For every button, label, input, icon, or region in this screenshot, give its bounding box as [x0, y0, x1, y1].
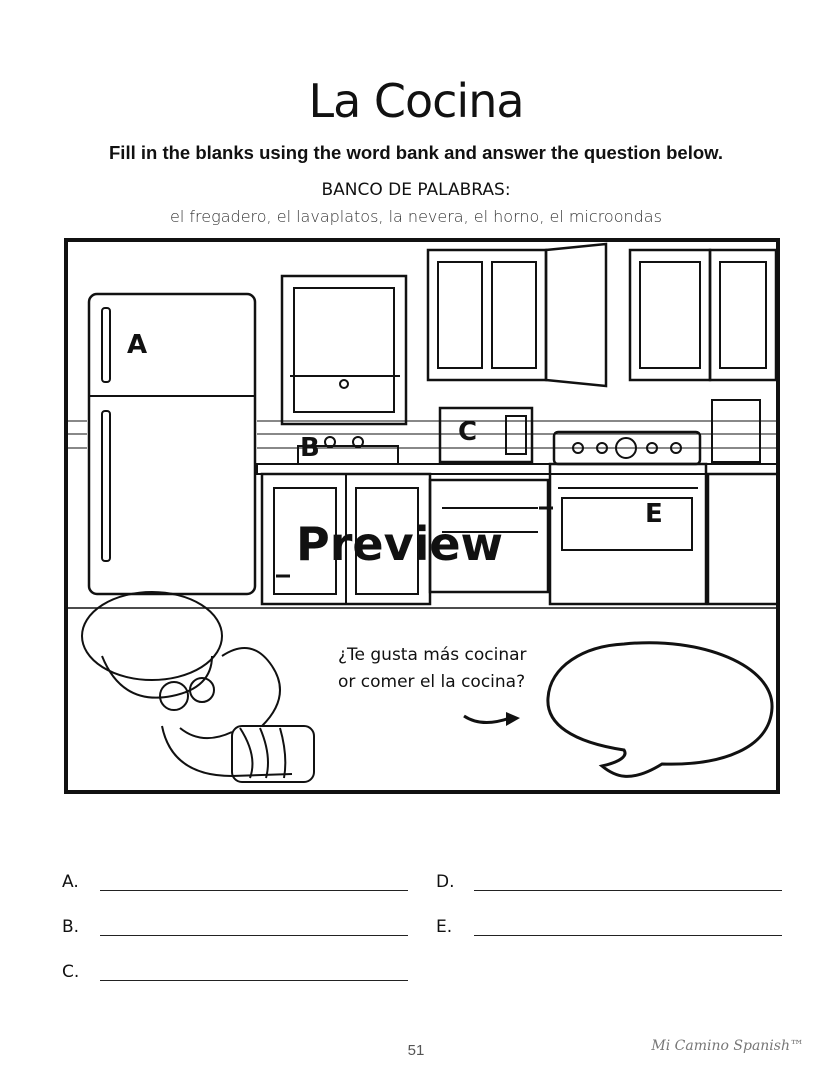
chef-character-drawing — [82, 592, 314, 782]
brand-logo: Mi Camino Spanish™ — [651, 1038, 804, 1054]
label-c: C — [458, 417, 478, 447]
answer-row-c[interactable] — [62, 958, 422, 988]
label-b: B — [300, 433, 320, 463]
answer-blank[interactable] — [474, 935, 782, 936]
answer-letter: B. — [62, 917, 80, 937]
answer-blank[interactable] — [100, 980, 408, 981]
preview-watermark: Preview — [296, 517, 504, 571]
answer-letter: E. — [436, 917, 453, 937]
answer-row-e[interactable] — [436, 913, 796, 943]
page-number: 51 — [407, 1042, 425, 1059]
upper-cabinets — [428, 244, 776, 386]
label-a: A — [127, 330, 148, 360]
question-line-1: ¿Te gusta más cocinar — [338, 645, 527, 665]
answer-letter: A. — [62, 872, 79, 892]
answer-row-a[interactable] — [62, 868, 422, 898]
label-e: E — [645, 499, 663, 529]
kitchen-illustration — [62, 236, 782, 796]
answer-blank[interactable] — [474, 890, 782, 891]
question-line-2: or comer el la cocina? — [338, 672, 526, 692]
answer-row-b[interactable] — [62, 913, 422, 943]
arrow-icon — [464, 716, 510, 723]
backsplash — [66, 421, 778, 448]
answer-row-d[interactable] — [436, 868, 796, 898]
window-drawing — [282, 276, 406, 424]
microwave-drawing — [440, 408, 532, 462]
answer-letter: D. — [436, 872, 455, 892]
answer-blank[interactable] — [100, 935, 408, 936]
speech-bubble-answer[interactable] — [548, 643, 772, 777]
instructions: Fill in the blanks using the word bank and answer the question below. — [109, 142, 723, 163]
answer-blank[interactable] — [100, 890, 408, 891]
word-bank-words: el fregadero, el lavaplatos, la nevera, el horno, el microondas — [170, 207, 662, 226]
oven-drawing — [550, 432, 706, 604]
fridge-drawing — [89, 294, 255, 594]
answer-letter: C. — [62, 962, 80, 982]
page-title: La Cocina — [308, 74, 524, 128]
word-bank-title: BANCO DE PALABRAS: — [321, 180, 511, 200]
